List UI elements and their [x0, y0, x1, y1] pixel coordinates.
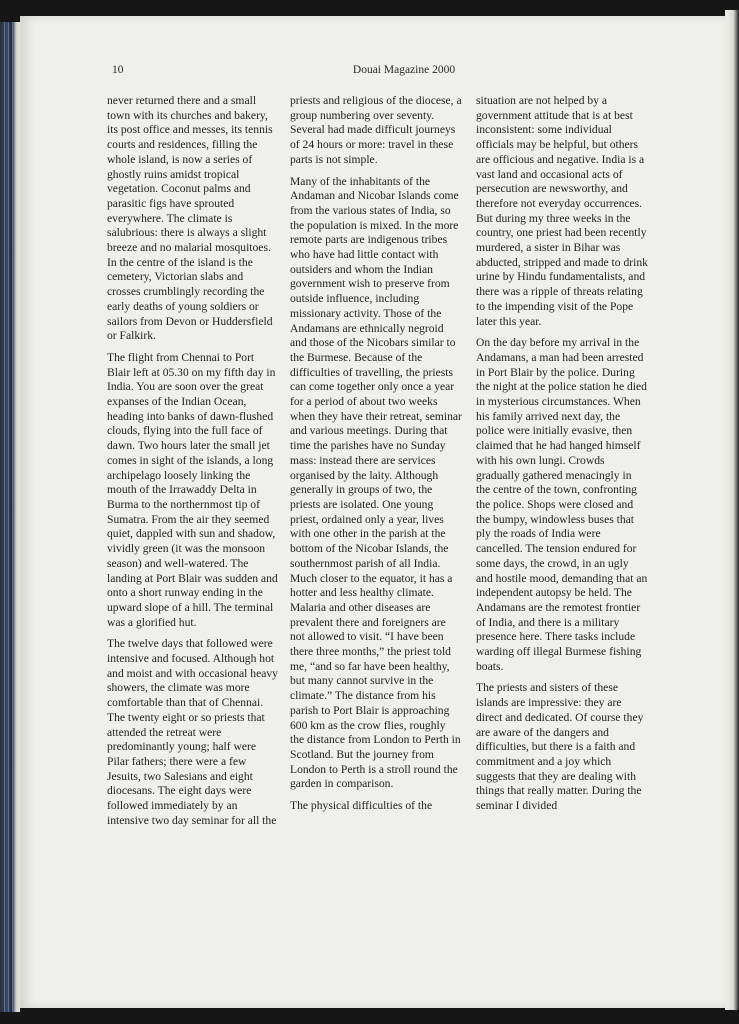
text-column-1 [107, 94, 279, 835]
book-spine-edge [0, 22, 20, 1012]
paragraph: priests and religious of the diocese, a group numbering over seventy. Several had made difficult journeys of 24 hours or more: travel in these parts is not simple. [290, 94, 462, 166]
page-header [112, 64, 696, 80]
facing-page-edge [725, 10, 739, 1010]
page-number: 10 [112, 64, 124, 76]
spine-line [12, 22, 13, 1012]
paragraph: The flight from Chennai to Port Blair left at 05.30 on my fifth day in India. You are soon over the great expanses of the Indian Ocean, heading into banks of dawn-flushed clouds, flying into the full face of dawn. Two hours later the small jet comes in sight of the islands, a long archipelago loosely linking the mouth of the Irrawaddy Delta in Burma to the northernmost tip of Sumatra. From the air they seemed quiet, dappled with sun and shadow, vividly green (it was the monsoon season) and well-watered. The landing at Port Blair was sudden and onto a short runway ending in the upward slope of a hill. The terminal was a glorified hut. [107, 350, 278, 629]
paragraph: The priests and sisters of these islands are impressive: they are direct and dedicated. Of course they are aware of the dangers and difficulties, but there is a faith and commitment and a joy which suggests that they are dealing with things that really matter. During the seminar I divided [476, 681, 644, 813]
magazine-page [20, 16, 726, 1008]
magazine-title: Douai Magazine 2000 [352, 64, 456, 76]
paragraph: Many of the inhabitants of the Andaman and Nicobar Islands come from the various states of India, so the population is mixed. In the more remote parts are indigenous tribes who have had little contact with outsiders and whom the Indian government wish to preserve from outside influence, including missionary activity. Those of the Andamans are ethnically negroid and those of the Nicobars similar to the Burmese. Because of the difficulties of travelling, the priests can come together only once a year for a period of about two weeks when they have their retreat, seminar and various meetings. During that time the parishes have no Sunday mass: instead there are services organised by the laity. Although generally in groups of two, the priests are isolated. One young priest, ordained only a year, lives with one other in the parish at the bottom of the Nicobar Islands, the southernmost parish of all India. Much closer to the equator, it has a hotter and less healthy climate. Malaria and other diseases are prevalent there and foreigners are not allowed to visit. “I have been there three months,” the priest told me, “and so far have been healthy, but many cannot survive in the climate.” The distance from his parish to Port Blair is approaching 600 km as the crow flies, roughly the distance from London to Perth in Scotland. But the journey from London to Perth is a stroll round the garden in comparison. [290, 174, 462, 791]
paragraph: The twelve days that followed were intensive and focused. Although hot and moist and with occasional heavy showers, the climate was more comfortable than that of Chennai. The twenty eight or so priests that attended the retreat were predominantly young; half were Pilar fathers; there were a few Jesuits, two Salesians and eight diocesans. The eight days were followed immediately by an intensive two day seminar for all the [107, 637, 278, 827]
spine-line [8, 22, 9, 1012]
text-column-2 [290, 94, 462, 821]
text-column-3 [476, 94, 648, 821]
paragraph: situation are not helped by a government attitude that is at best inconsistent: some individual officials may be helpful, but others are officious and negative. India is a vast land and occasional acts of persecution are newsworthy, and therefore not everyday occurrences. But during my three weeks in the country, one priest had been recently murdered, a sister in Bihar was abducted, stripped and made to drink urine by Hindu fundamentalists, and there was a ripple of threats relating to the impending visit of the Pope later this year. [476, 94, 648, 328]
paragraph: The physical difficulties of the [290, 799, 433, 813]
spine-line [4, 22, 5, 1012]
paragraph: On the day before my arrival in the Andamans, a man had been arrested in Port Blair by the police. During the night at the police station he died in mysterious circumstances. When his family arrived next day, the police were initially evasive, then claimed that he had hanged himself with his own lungi. Crowds gradually gathered menacingly in the centre of the town, confronting the police. Shops were closed and the bumpy, windowless buses that ply the roads of India were cancelled. The tension endured for some days, the crowd, in an ugly and hostile mood, demanding that an independent autopsy be held. The Andamans are the remotest frontier of India, and there is a military presence here. There tasks include warding off illegal Burmese fishing boats. [476, 336, 648, 673]
paragraph: never returned there and a small town with its churches and bakery, its post office and messes, its tennis courts and residences, filling the whole island, is now a series of ghostly ruins amidst tropical vegetation. Coconut palms and parasitic figs have sprouted everywhere. The climate is salubrious: there is always a slight breeze and no malarial mosquitoes. In the centre of the island is the cemetery, Victorian slabs and crosses crumblingly recording the early deaths of young soldiers or sailors from Devon or Huddersfield or Falkirk. [107, 94, 273, 343]
